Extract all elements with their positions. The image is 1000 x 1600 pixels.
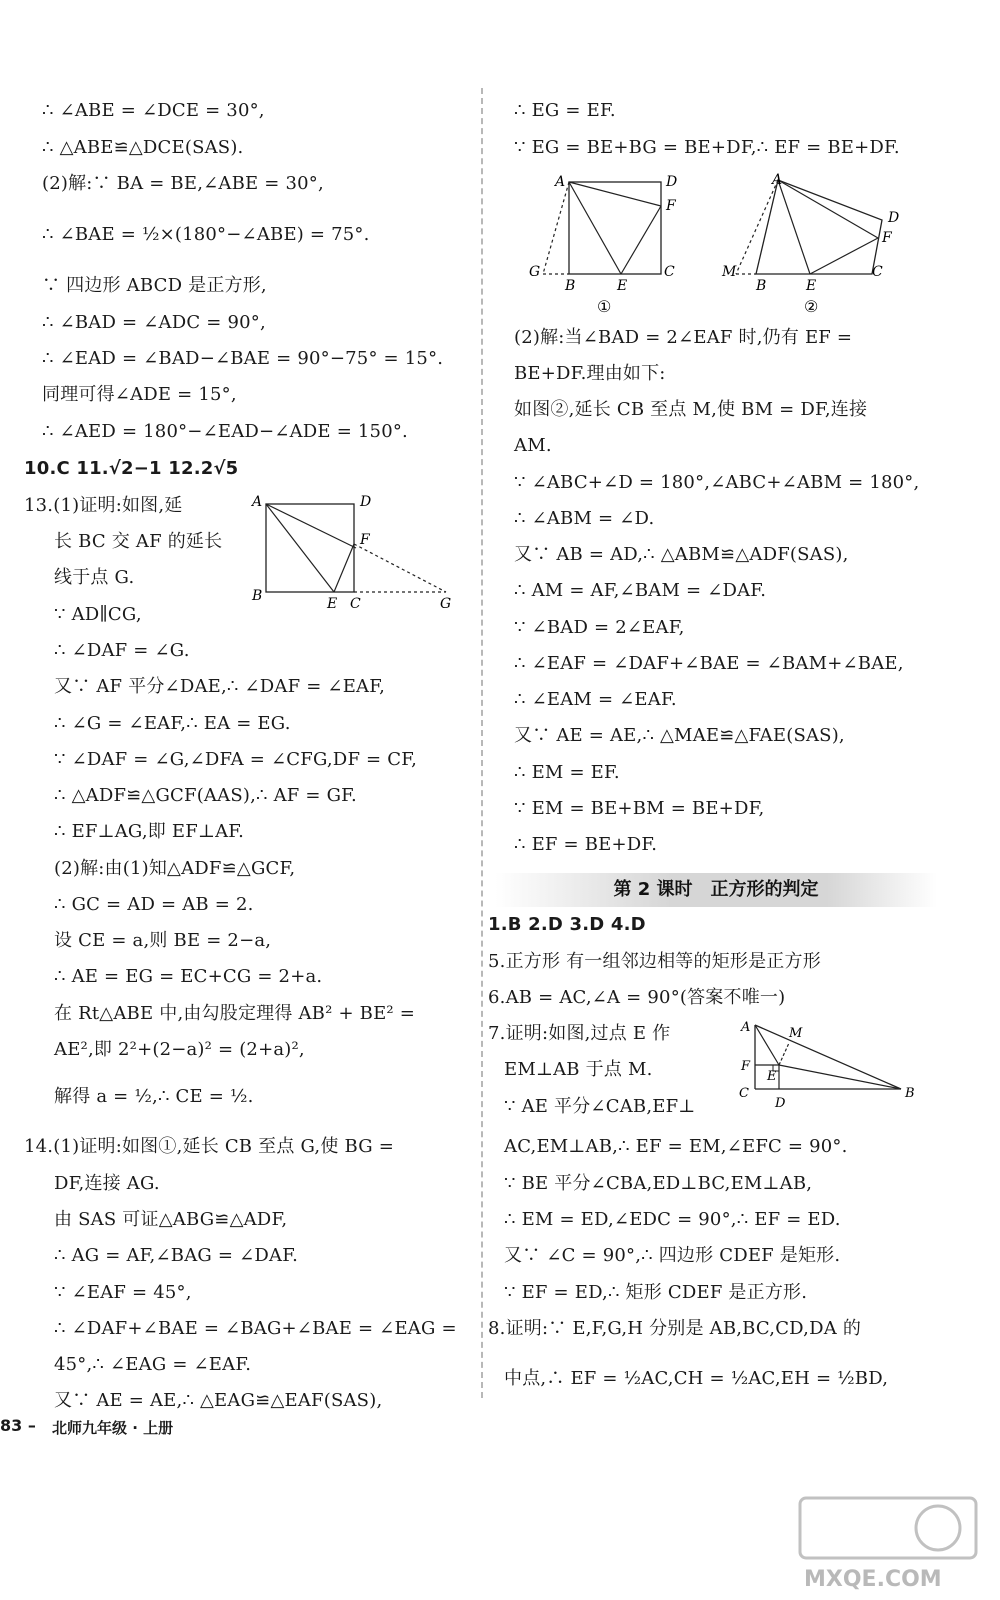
- label-a: A: [555, 174, 566, 190]
- text-line: ∴ AE = EG = EC+CG = 2+a.: [54, 966, 323, 987]
- label-f: F: [741, 1059, 751, 1074]
- text-line: 如图②,延长 CB 至点 M,使 BM = DF,连接: [514, 399, 868, 420]
- text-line: ∵ ∠ABC+∠D = 180°,∠ABC+∠ABM = 180°,: [514, 472, 920, 493]
- column-divider: [481, 88, 483, 1398]
- text-line: ∴ ∠DAF+∠BAE = ∠BAG+∠BAE = ∠EAG =: [54, 1318, 457, 1339]
- text-line: ∴ ∠EAF = ∠DAF+∠BAE = ∠BAM+∠BAE,: [514, 653, 904, 674]
- text-line: 设 CE = a,则 BE = 2−a,: [54, 930, 272, 951]
- text-line: ∴ EG = EF.: [514, 100, 616, 121]
- segment-ae: [755, 1025, 779, 1065]
- text-line: (2)解:∵ BA = BE,∠ABE = 30°,: [42, 173, 324, 194]
- watermark-logo: [798, 1496, 978, 1596]
- text-line: ∵ EG = BE+BG = BE+DF,∴ EF = BE+DF.: [514, 137, 900, 158]
- text-line: 又∵ AF 平分∠DAE,∴ ∠DAF = ∠EAF,: [54, 676, 386, 697]
- label-m: M: [789, 1026, 803, 1041]
- text-line: 又∵ AE = AE,∴ △MAE≌△FAE(SAS),: [514, 725, 845, 746]
- text-line: ∴ ∠AED = 180°−∠EAD−∠ADE = 150°.: [42, 421, 408, 442]
- label-b: B: [252, 588, 263, 604]
- text-line: 在 Rt△ABE 中,由勾股定理得 AB² + BE² =: [54, 1003, 416, 1024]
- segment-ef: [621, 206, 661, 274]
- segment-ef: [334, 544, 354, 592]
- label-m: M: [722, 264, 737, 280]
- text-line: 长 BC 交 AF 的延长: [54, 531, 223, 552]
- label-d: D: [360, 494, 372, 510]
- dashed-ag: [543, 182, 569, 274]
- label-f: F: [882, 230, 892, 246]
- dashed-em: [779, 1043, 789, 1065]
- segment-af: [569, 182, 661, 206]
- figure-14-1: [525, 170, 695, 320]
- label-e: E: [767, 1069, 777, 1084]
- dashed-am: [736, 180, 778, 274]
- problem-8-line: 8.证明:∵ E,F,G,H 分别是 AB,BC,CD,DA 的: [488, 1318, 862, 1339]
- text-line: (2)解:由(1)知△ADF≌△GCF,: [54, 858, 296, 879]
- label-f: F: [360, 532, 370, 548]
- label-d: D: [775, 1096, 786, 1111]
- figure-7: [735, 1015, 925, 1115]
- text-line: ∵ BE 平分∠CBA,ED⊥BC,EM⊥AB,: [504, 1173, 813, 1194]
- label-e: E: [327, 596, 338, 612]
- text-line: 解得 a = ½,∴ CE = ½.: [54, 1086, 254, 1107]
- caption-1: ①: [597, 297, 612, 316]
- segment-ab: [755, 1025, 901, 1089]
- square-abcd: [266, 504, 354, 592]
- text-line: EM⊥AB 于点 M.: [504, 1059, 653, 1080]
- label-e: E: [617, 278, 628, 294]
- text-line: ∴ ∠EAM = ∠EAF.: [514, 689, 677, 710]
- figure-13: [250, 492, 470, 612]
- square-abcd: [569, 182, 661, 274]
- text-line: 线于点 G.: [54, 567, 135, 588]
- text-line: 又∵ AB = AD,∴ △ABM≌△ADF(SAS),: [514, 544, 849, 565]
- text-line: ∵ ∠BAD = 2∠EAF,: [514, 617, 685, 638]
- text-line: AC,EM⊥AB,∴ EF = EM,∠EFC = 90°.: [504, 1136, 848, 1157]
- figure-14-2: [718, 170, 918, 320]
- watermark-circle: [916, 1506, 960, 1550]
- segment-af: [266, 504, 356, 548]
- text-line: ∵ AD∥CG,: [54, 604, 142, 625]
- quadrilateral-abcd: [756, 180, 882, 274]
- text-line: AM.: [514, 435, 552, 456]
- label-c: C: [739, 1086, 749, 1101]
- text-line: ∵ AE 平分∠CAB,EF⊥: [504, 1096, 696, 1117]
- text-line: ∴ AG = AF,∠BAG = ∠DAF.: [54, 1245, 299, 1266]
- answer-line: 1.B 2.D 3.D 4.D: [488, 914, 646, 935]
- segment-af: [778, 180, 878, 238]
- segment-ae: [569, 182, 621, 274]
- text-line: AE²,即 2²+(2−a)² = (2+a)²,: [54, 1039, 305, 1060]
- text-line: 又∵ AE = AE,∴ △EAG≌△EAF(SAS),: [54, 1390, 383, 1411]
- text-line: ∴ EM = ED,∠EDC = 90°,∴ EF = ED.: [504, 1209, 841, 1230]
- text-line: 中点,∴ EF = ½AC,CH = ½AC,EH = ½BD,: [504, 1368, 889, 1389]
- text-line: DF,连接 AG.: [54, 1173, 160, 1194]
- text-line: (2)解:当∠BAD = 2∠EAF 时,仍有 EF =: [514, 327, 853, 348]
- watermark-text: MXQE.COM: [804, 1567, 942, 1592]
- problem-13-line: 13.(1)证明:如图,延: [24, 495, 183, 516]
- text-line: ∴ ∠DAF = ∠G.: [54, 640, 190, 661]
- answer-line: 10.C 11.√2−1 12.2√5: [24, 458, 239, 479]
- text-line: 又∵ ∠C = 90°,∴ 四边形 CDEF 是矩形.: [504, 1245, 841, 1266]
- segment-eb: [779, 1065, 901, 1089]
- text-line: ∴ ∠ABE = ∠DCE = 30°,: [42, 100, 265, 121]
- text-line: ∵ EF = ED,∴ 矩形 CDEF 是正方形.: [504, 1282, 808, 1303]
- label-a: A: [772, 172, 783, 188]
- text-line: ∴ △ADF≌△GCF(AAS),∴ AF = GF.: [54, 785, 357, 806]
- dashed-fg: [354, 544, 446, 592]
- text-line: ∴ ∠ABM = ∠D.: [514, 508, 655, 529]
- label-c: C: [350, 596, 361, 612]
- text-line: 同理可得∠ADE = 15°,: [42, 384, 237, 405]
- text-line: ∴ ∠BAD = ∠ADC = 90°,: [42, 312, 266, 333]
- section-header: 第 2 课时 正方形的判定: [495, 873, 937, 907]
- problem-7-line: 7.证明:如图,过点 E 作: [488, 1023, 671, 1044]
- label-a: A: [741, 1020, 751, 1035]
- label-g: G: [440, 596, 452, 612]
- text-line: ∵ ∠EAF = 45°,: [54, 1282, 192, 1303]
- text-line: ∴ △ABE≌△DCE(SAS).: [42, 137, 244, 158]
- text-line: ∴ ∠G = ∠EAF,∴ EA = EG.: [54, 713, 291, 734]
- text-line: ∴ EF⊥AG,即 EF⊥AF.: [54, 821, 245, 842]
- problem-5-line: 5.正方形 有一组邻边相等的矩形是正方形: [488, 951, 821, 972]
- label-a: A: [252, 494, 263, 510]
- problem-6-line: 6.AB = AC,∠A = 90°(答案不唯一): [488, 987, 786, 1008]
- book-title: 北师九年级 · 上册: [52, 1419, 174, 1437]
- watermark-box: [800, 1498, 976, 1558]
- text-line: ∵ 四边形 ABCD 是正方形,: [42, 275, 267, 296]
- text-line: ∵ EM = BE+BM = BE+DF,: [514, 798, 765, 819]
- label-f: F: [666, 198, 676, 214]
- problem-14-line: 14.(1)证明:如图①,延长 CB 至点 G,使 BG =: [24, 1136, 394, 1157]
- label-g: G: [529, 264, 541, 280]
- segment-ef: [810, 238, 878, 274]
- label-b: B: [756, 278, 767, 294]
- text-line: ∴ GC = AD = AB = 2.: [54, 894, 254, 915]
- text-line: ∴ AM = AF,∠BAM = ∠DAF.: [514, 580, 767, 601]
- text-line: ∴ ∠EAD = ∠BAD−∠BAE = 90°−75° = 15°.: [42, 348, 444, 369]
- label-c: C: [664, 264, 675, 280]
- text-line: ∴ EF = BE+DF.: [514, 834, 658, 855]
- text-line: BE+DF.理由如下:: [514, 363, 666, 384]
- text-line: 由 SAS 可证△ABG≌△ADF,: [54, 1209, 288, 1230]
- text-line: ∴ EM = EF.: [514, 762, 620, 783]
- label-d: D: [888, 210, 900, 226]
- page-number: 83 –: [0, 1416, 36, 1435]
- caption-2: ②: [804, 297, 819, 316]
- label-c: C: [872, 264, 883, 280]
- segment-ae: [778, 180, 810, 274]
- label-e: E: [806, 278, 817, 294]
- text-line: ∴ ∠BAE = ½×(180°−∠ABE) = 75°.: [42, 224, 370, 245]
- label-b: B: [565, 278, 576, 294]
- label-d: D: [666, 174, 678, 190]
- label-b: B: [905, 1086, 915, 1101]
- text-line: ∵ ∠DAF = ∠G,∠DFA = ∠CFG,DF = CF,: [54, 749, 418, 770]
- segment-ae: [266, 504, 334, 592]
- text-line: 45°,∴ ∠EAG = ∠EAF.: [54, 1354, 252, 1375]
